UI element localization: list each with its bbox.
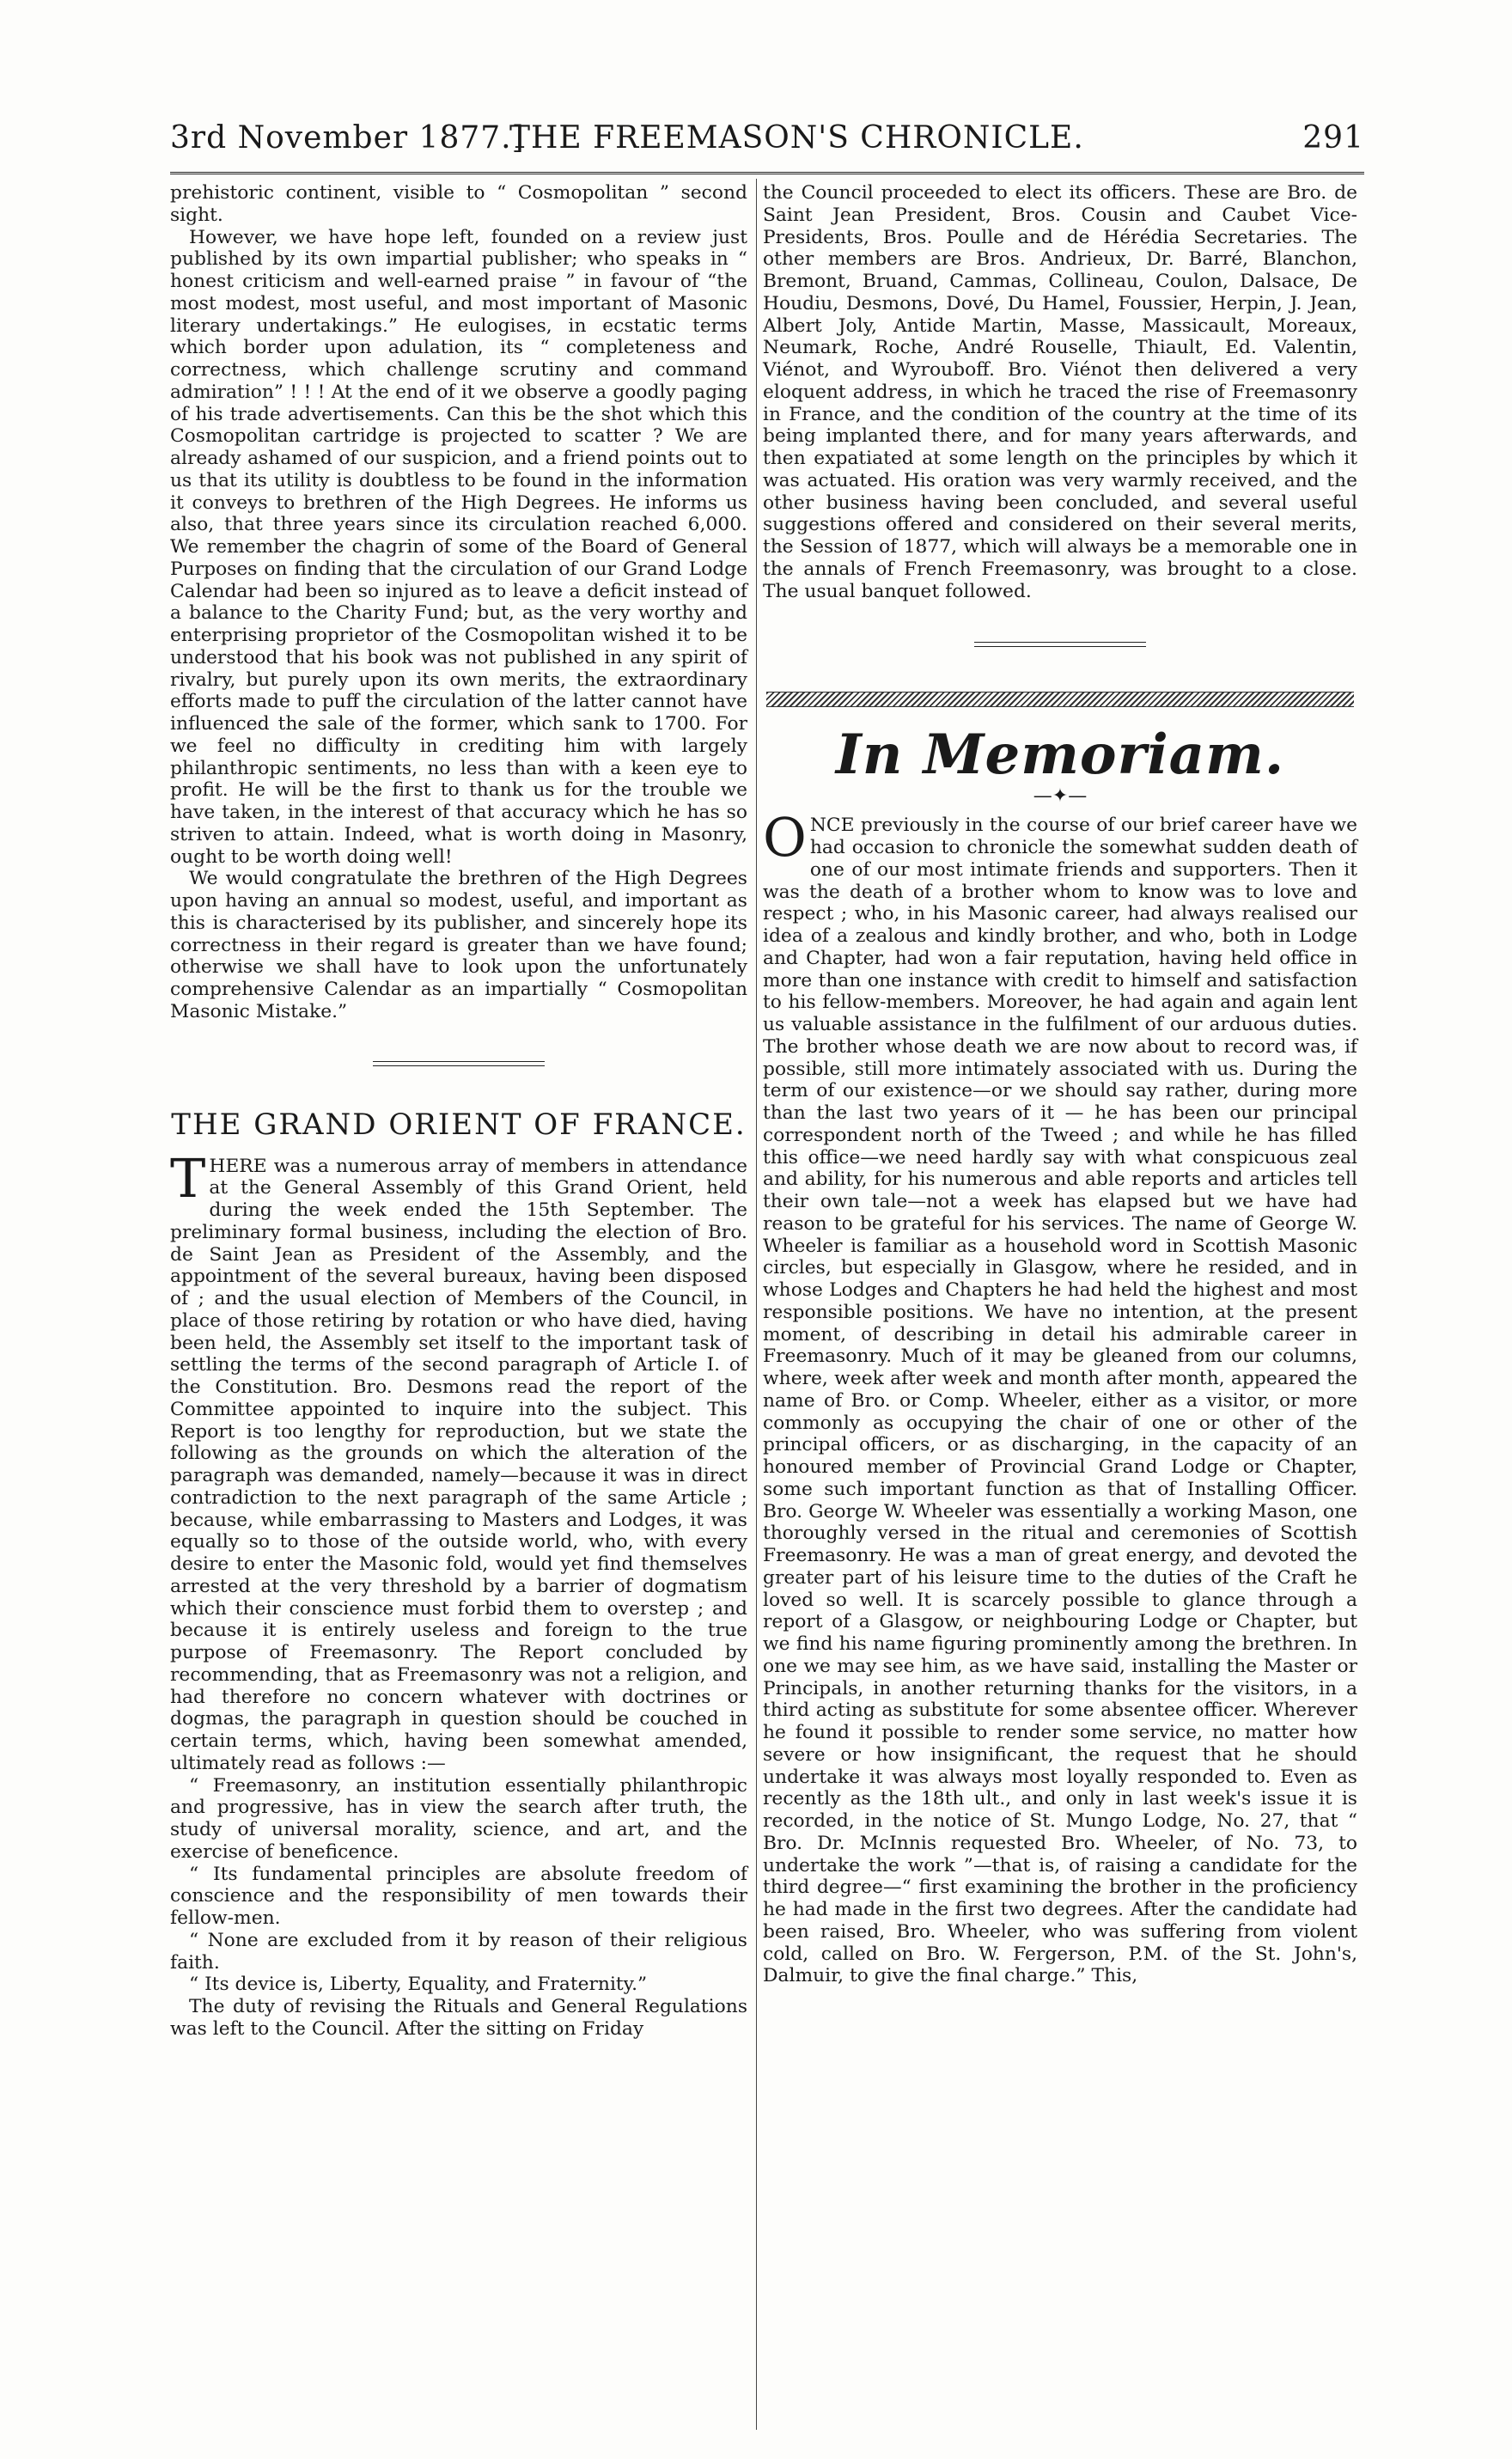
column-divider bbox=[756, 179, 757, 2430]
quote-paragraph: “ None are excluded from it by reason of their religious faith. bbox=[170, 1929, 747, 1974]
article-paragraph: The duty of revising the Rituals and General Regulations was left to the Council. After the sitting on Friday bbox=[170, 1996, 747, 2040]
ornament-star: —✦— bbox=[1033, 785, 1088, 808]
article-paragraph: NCE previously in the course of our brief career have we had occasion to chronicle the somewhat sudden death of one of our most intimate friends and supporters. Then it was the death of a brother whom to know was to love and respect ; who, in his Masonic career, had always realised our idea of a zealous and kindly brother, and who, both in Lodge and Chapter, had won a fair reputation, having held office in more than one instance with credit to himself and satisfaction to his fellow-members. Moreover, he had again and again lent us valuable assistance in the fulfilment of our arduous duties. The brother whose death we are now about to record was, if possible, still more intimately associated with us. During the term of our existence—or we should say rather, during more than the last two years of it — he has been our principal correspondent north of the Tweed ; and while he has filled this office—we need hardly say with what conspicuous zeal and ability, for his numerous and able reports and articles tell their own tale—not a week has elapsed but we have had reason to be grateful for his services. The name of George W. Wheeler is familiar as a household word in Scottish Masonic circles, but especially in Glasgow, where he resided, and in whose Lodges and Chapters he had held the highest and most responsible positions. We have no intention, at the present moment, of describing in detail his admirable career in Freemasonry. Much of it may be gleaned from our columns, where, week after week and month after month, appeared the name of Bro. or Comp. Wheeler, either as a visitor, or more commonly as occupying the chair of one or other of the principal officers, or as discharging, in the capacity of an honoured member of Provincial Grand Lodge or Chapter, some such important function as that of Installing Officer. Bro. George W. Wheeler was essentially a working Mason, one thoroughly versed in the ritual and ceremonies of Scottish Freemasonry. He was a man of great energy, and devoted the greater part of his leisure time to the duties of the Craft he loved so well. It is scarcely possible to glance through a report of a Glasgow, or neighbouring Lodge or Chapter, but we find his name figuring prominently among the brethren. In one we may see him, as we have said, installing the Master or Principals, in another returning thanks for the visitors, in a third acting as substitute for some absentee officer. Wherever he found it possible to render some service, no matter how severe or how insignificant, the request that he should undertake it was always most loyally responded to. Even as recently as the 18th ult., and only in last week's issue it is recorded, in the notice of St. Mungo Lodge, No. 27, that “ Bro. Dr. McInnis requested Bro. Wheeler, of No. 73, to undertake the work ”—that is, of raising a candidate for the third degree—“ first examining the brother in the proficiency he had made in the first two degrees. After the candidate had been raised, Bro. Wheeler, who was suffering from violent cold, called on Bro. W. Fergerson, P.M. of the St. John's, Dalmuir, to give the final charge.” This, bbox=[763, 815, 1357, 1987]
page-number: 291 bbox=[1302, 120, 1364, 156]
section-separator bbox=[974, 640, 1146, 650]
right-column bbox=[763, 182, 1357, 1987]
continued-text: prehistoric continent, visible to “ Cosmopolitan ” second sight. bbox=[170, 182, 747, 226]
page-header bbox=[170, 120, 1364, 170]
section-separator bbox=[373, 1059, 545, 1070]
article-paragraph: HERE was a numerous array of members in attendance at the General Assembly of this Grand Orient, held during the week ended the 15th September. The preliminary formal business, including the election of Bro. de Saint Jean as President of the Assembly, and the appointment of the several bureaux, having been disposed of ; and the usual election of Members of the Council, in place of those retiring by rotation or who have died, having been held, the Assembly set itself to the important task of settling the terms of the second paragraph of Article I. of the Constitution. Bro. Desmons read the report of the Committee appointed to inquire into the subject. This Report is too lengthy for reproduction, but we state the following as the grounds on which the alteration of the paragraph was demanded, namely—because it was in direct contradiction to the next paragraph of the same Article ; because, while embarrassing to Masters and Lodges, it was equally so to those of the outside world, who, with every desire to enter the Masonic fold, would yet find themselves arrested at the very threshold by a barrier of dogmatism which their conscience must forbid them to overstep ; and because it is entirely useless and foreign to the true purpose of Freemasonry. The Report concluded by recommending, that as Freemasonry was not a religion, and had therefore no concern whatever with doctrines or dogmas, the paragraph in question should be couched in certain terms, which, having been somewhat amended, ultimately read as follows :— bbox=[170, 1155, 747, 1774]
drop-cap: O bbox=[763, 806, 807, 869]
article-paragraph: However, we have hope left, founded on a review just published by its own impartial publisher; who speaks in “ honest criticism and well-earned praise ” in favour of “the most modest, most useful, and most important of Masonic literary undertakings.” He eulogises, in ecstatic terms which border upon adulation, its “ completeness and correctness, which challenge scrutiny and command admiration” ! ! ! At the end of it we observe a goodly paging of his trade advertisements. Can this be the shot which this Cosmopolitan cartridge is projected to scatter ? We are already ashamed of our suspicion, and a friend points out to us that its utility is doubtless to be found in the information it conveys to brethren of the High Degrees. He informs us also, that three years since its circulation reached 6,000. We remember the chagrin of some of the Board of General Purposes on finding that the circulation of our Grand Lodge Calendar had been so injured as to leave a deficit instead of a balance to the Charity Fund; but, as the very worthy and enterprising proprietor of the Cosmopolitan wished it to be understood that his book was not published in any spirit of rivalry, but purely upon its own merits, the extraordinary efforts made to puff the circulation of the latter cannot have influenced the sale of the former, which sank to 1700. For we feel no difficulty in crediting him with largely philanthropic sentiments, no less than with a keen eye to profit. He will be the first to thank us for the trouble we have taken, in the interest of that accuracy which he has so striven to attain. Indeed, what is worth doing in Masonry, ought to be worth doing well! bbox=[170, 226, 747, 868]
publication-title: THE FREEMASON'S CHRONICLE. bbox=[509, 120, 1084, 156]
ornamental-border bbox=[766, 692, 1354, 707]
memoriam-heading: In Memoriam. bbox=[835, 723, 1285, 788]
quote-paragraph: “ Its fundamental principles are absolute freedom of conscience and the responsibility of men towards their fellow-men. bbox=[170, 1863, 747, 1929]
article-paragraph: the Council proceeded to elect its officers. These are Bro. de Saint Jean President, Bros. Cousin and Caubet Vice-Presidents, Bros. Poulle and de Hérédia Secretaries. The other members are Bros. Andrieux, Dr. Barré, Blanchon, Bremont, Bruand, Cammas, Collineau, Coulon, Dalsace, De Houdiu, Desmons, Dové, Du Hamel, Foussier, Herpin, J. Jean, Albert Joly, Antide Martin, Masse, Massicault, Moreaux, Neumark, Roche, André Rouselle, Thiault, Ed. Valentin, Viénot, and Wyrouboff. Bro. Viénot then delivered a very eloquent address, in which he traced the rise of Freemasonry in France, and the condition of the country at the time of its being implanted there, and for many years afterwards, and then expatiated at some length on the principles by which it was actuated. His oration was very warmly received, and the other business having been concluded, and several useful suggestions offered and considered on their several merits, the Session of 1877, which will always be a memorable one in the annals of French Freemasonry, was brought to a close. The usual banquet followed. bbox=[763, 182, 1357, 602]
issue-date: 3rd November 1877.] bbox=[170, 120, 525, 156]
article-paragraph: We would congratulate the brethren of the High Degrees upon having an annual so modest, useful, and important as this is characterised by its publisher, and sincerely hope its correctness in their regard is greater than we have found; otherwise we shall have to look upon the unfortunately comprehensive Calendar as an impartially “ Cosmopolitan Masonic Mistake.” bbox=[170, 868, 747, 1022]
quote-paragraph: “ Its device is, Liberty, Equality, and Fraternity.” bbox=[189, 1974, 648, 1996]
header-rule bbox=[170, 172, 1364, 174]
left-column bbox=[170, 182, 747, 2041]
drop-cap: T bbox=[170, 1146, 206, 1210]
quote-paragraph: “ Freemasonry, an institution essentially philanthropic and progressive, has in view the search after truth, the study of universal morality, science, and art, and the exercise of beneficence. bbox=[170, 1774, 747, 1863]
section-heading: THE GRAND ORIENT OF FRANCE. bbox=[171, 1107, 747, 1142]
